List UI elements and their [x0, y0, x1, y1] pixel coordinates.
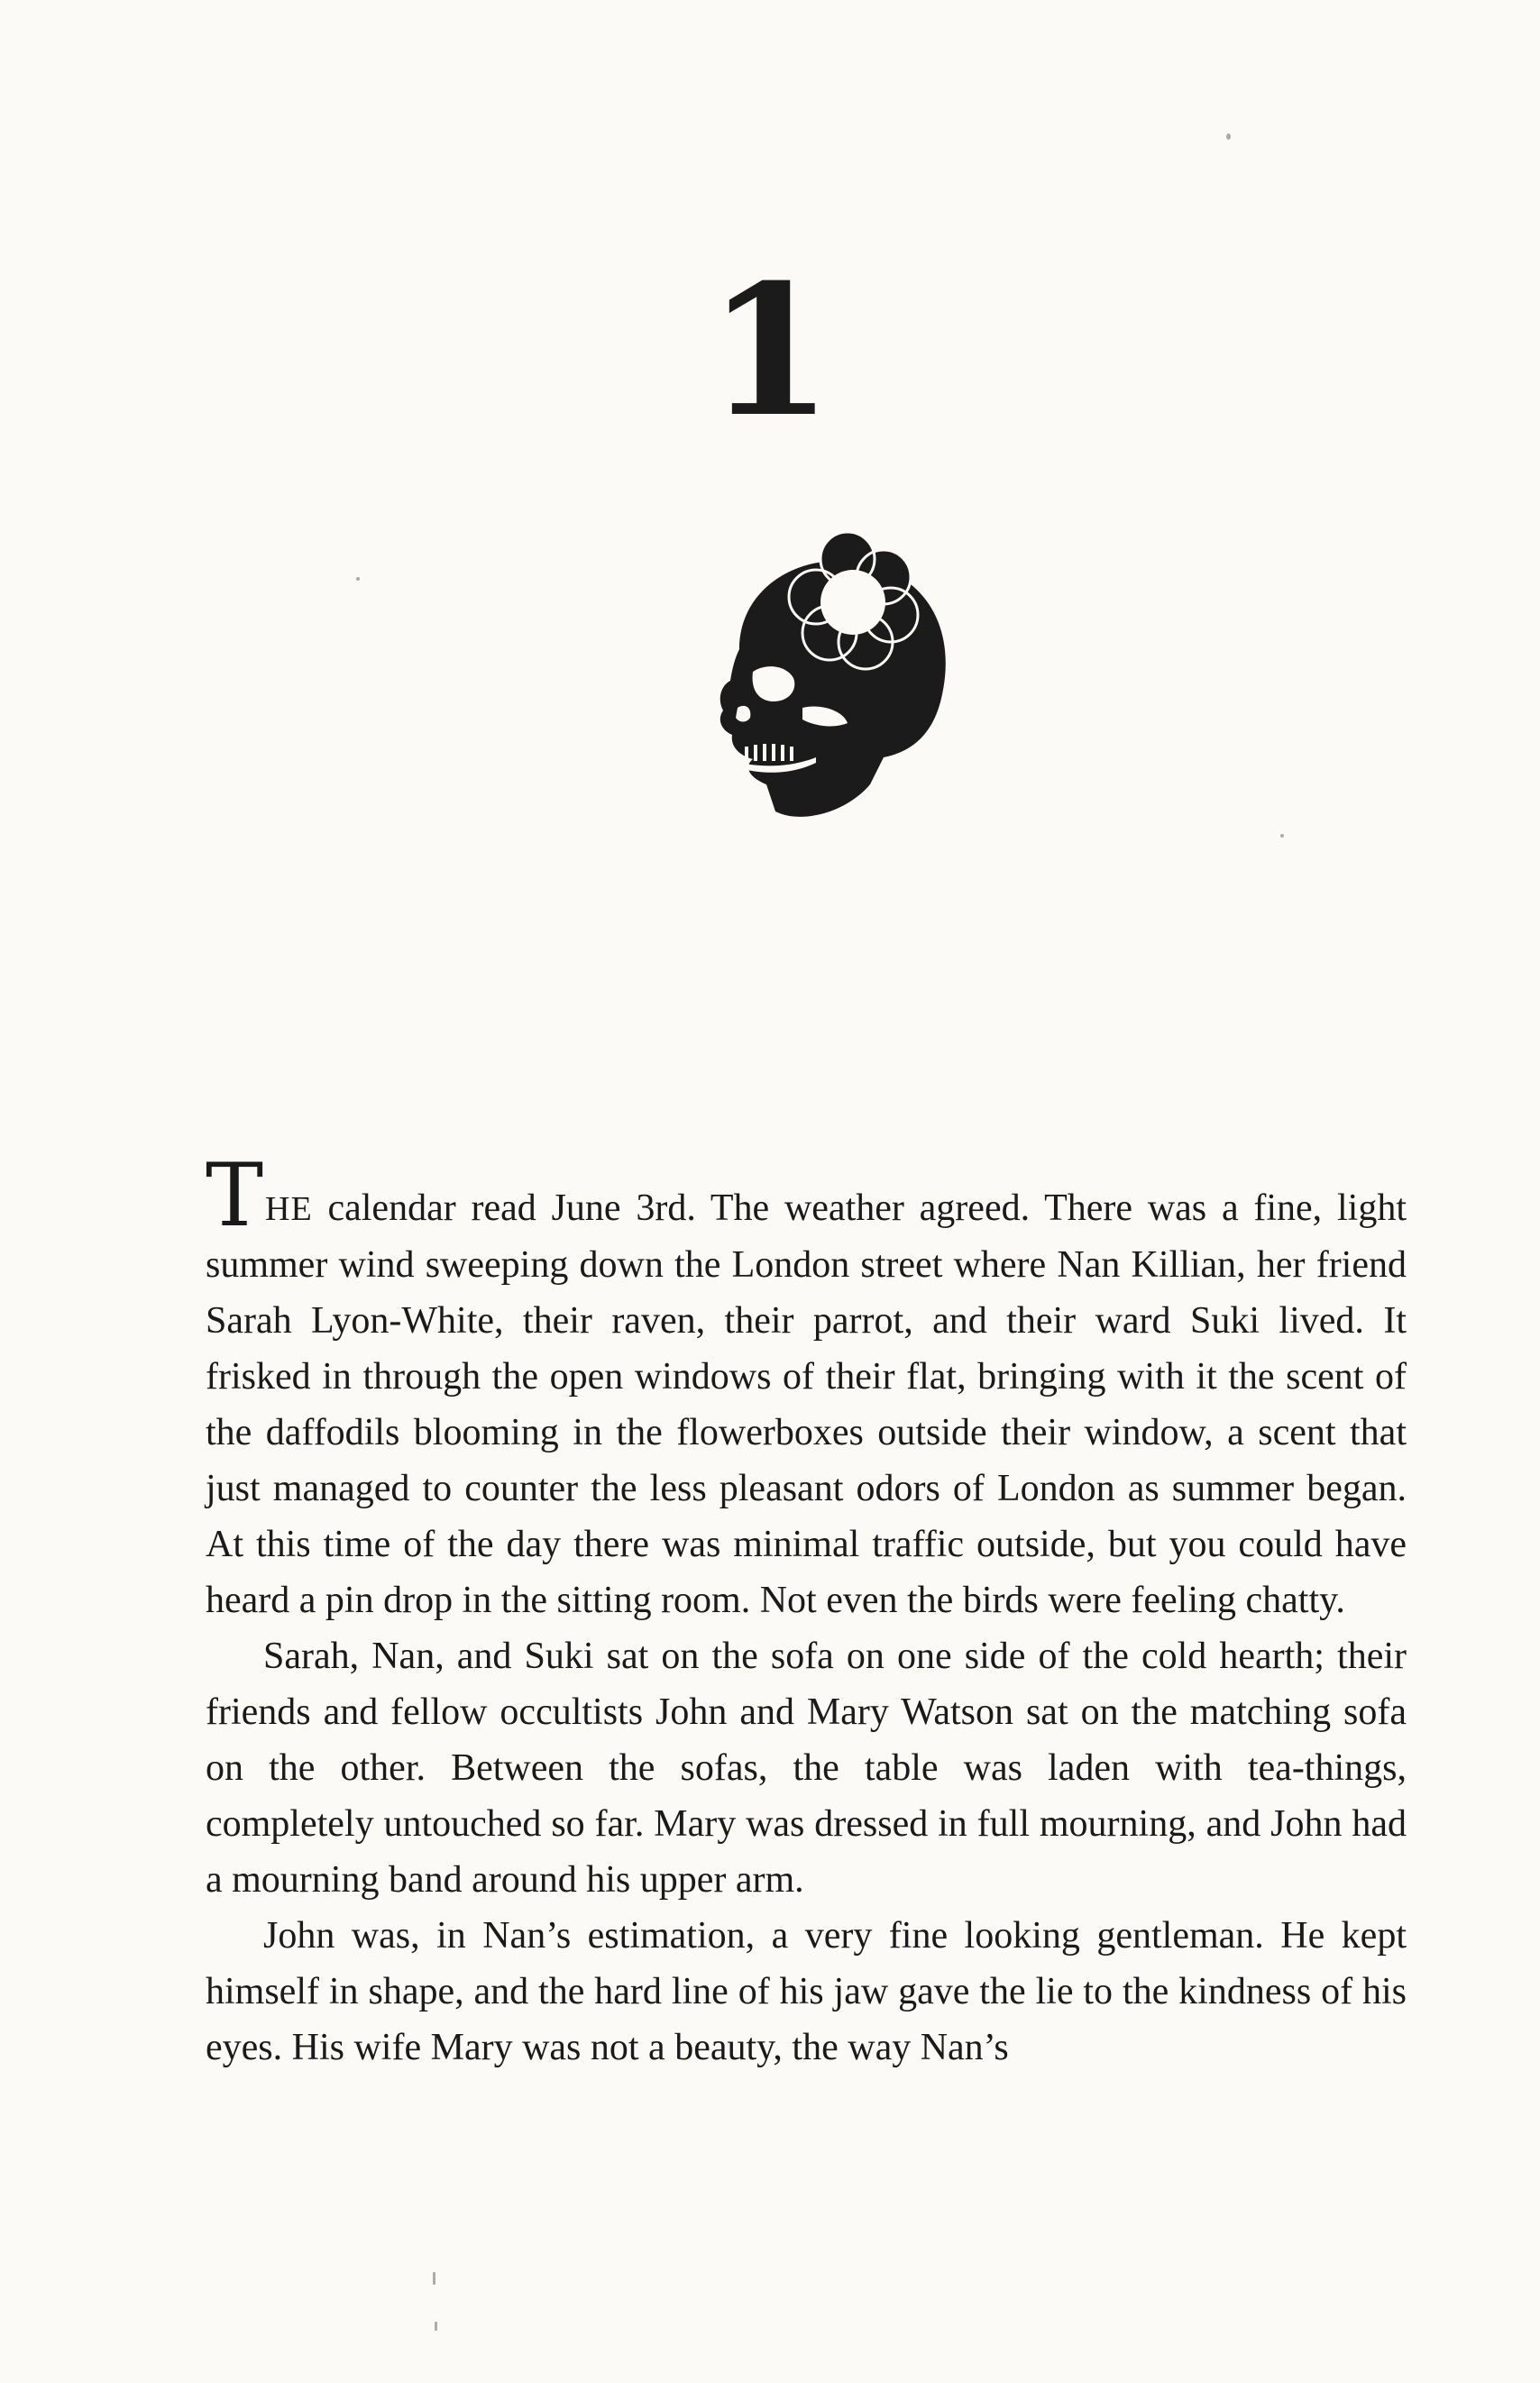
paper-speck	[435, 2322, 437, 2331]
paragraph: Sarah, Nan, and Suki sat on the sofa on one side of the cold hearth; their friends and fellow occultists John and Mary Watson sat on the matching sofa on the other. Between the sofas, the table was laden with tea-things, completely untouched so far. Mary was dressed in full mourning, and John had a mourning band around his upper arm.	[206, 1636, 1407, 1901]
chapter-body	[206, 1145, 1407, 2076]
paper-speck	[356, 577, 360, 581]
opening-paragraph	[206, 1145, 1407, 1628]
paper-speck	[1280, 834, 1284, 838]
paper-speck	[433, 2272, 435, 2285]
paper-speck	[1226, 133, 1231, 140]
skull-with-flower-icon	[667, 514, 956, 839]
opening-paragraph-text: calendar read June 3rd. The weather agreed. There was a fine, light summer wind sweeping down the London street where Nan Killian, her friend Sarah Lyon-White, their raven, their parrot, and their ward Suki lived. It frisked in through the open windows of their flat, bringing with it the scent of the daffodils blooming in the flowerboxes outside their window, a scent that just managed to counter the less pleasant odors of London as summer began. At this time of the day there was minimal traffic outside, but you could have heard a pin drop in the sitting room. Not even the birds were feeling chatty.	[206, 1187, 1407, 1621]
drop-cap: T	[206, 1145, 264, 1246]
chapter-number: 1	[707, 245, 833, 457]
paragraph: John was, in Nan’s estimation, a very fine looking gentleman. He kept himself in shape, and the hard line of his jaw gave the lie to the kindness of his eyes. His wife Mary was not a beauty, the way Nan’s	[206, 1915, 1407, 2068]
opening-small-caps: HE	[265, 1190, 313, 1228]
